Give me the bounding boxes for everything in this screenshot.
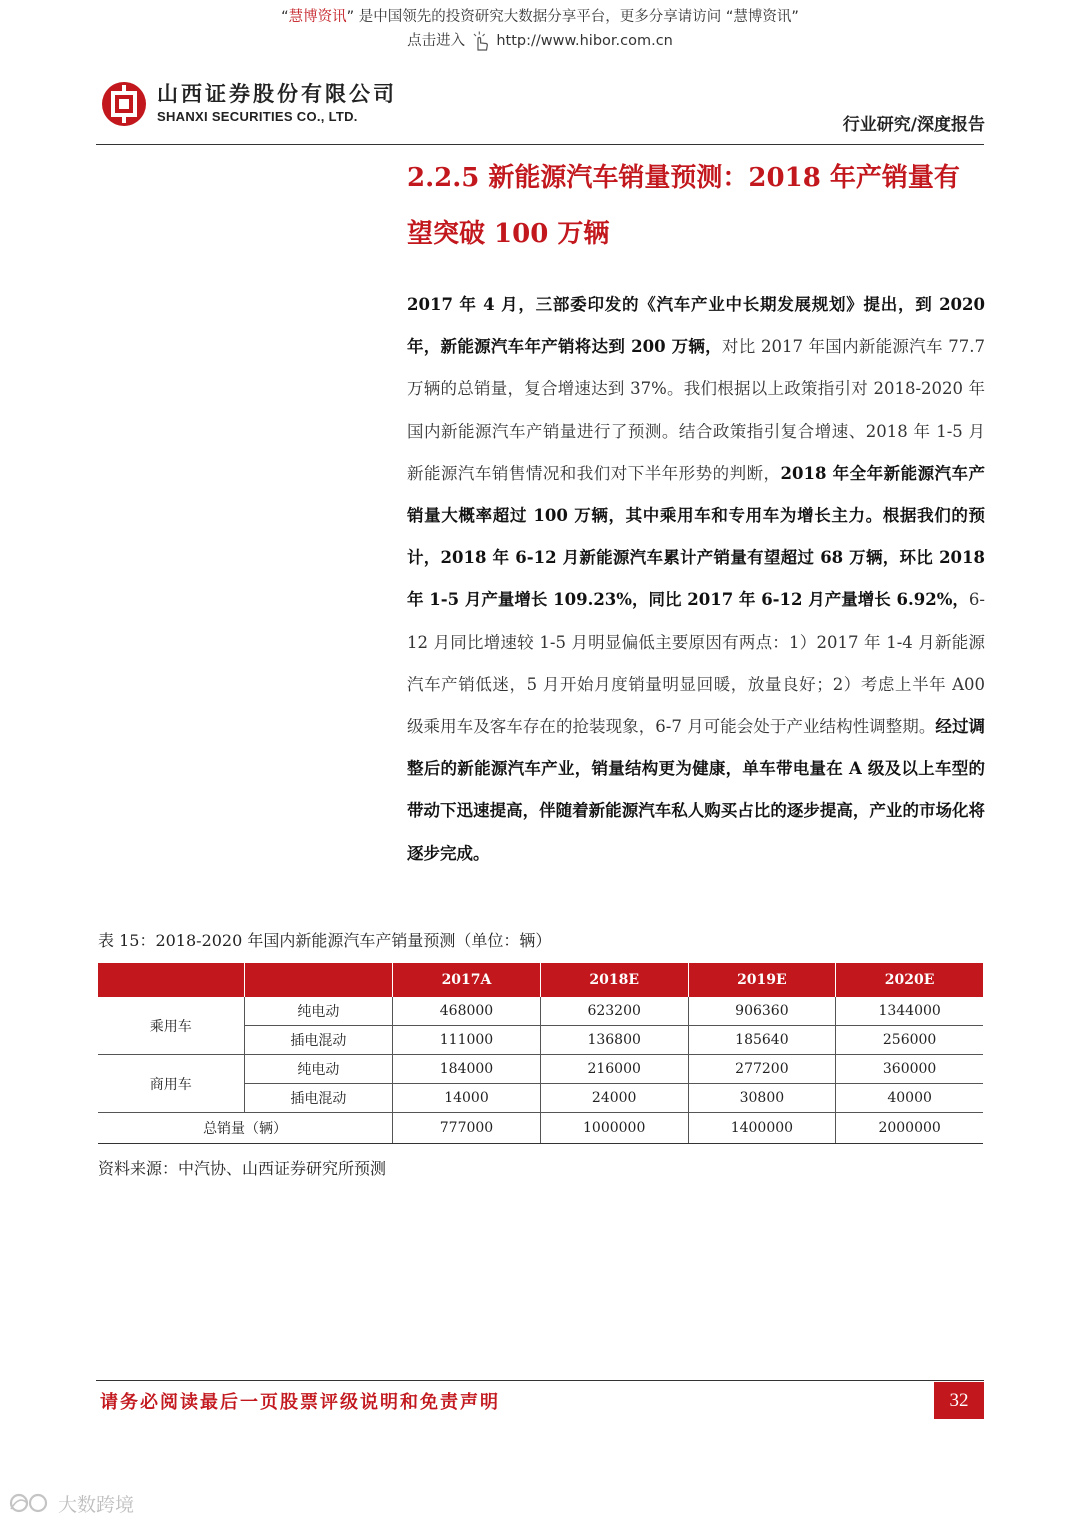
para-normal-1: 对比 2017 年国内新能源汽车 77.7 万辆的总销量，复合增速达到 37%。我们根据以上政策指引对 2018-2020 年国内新能源汽车产销量进行了预测。结合政策指引复合增速、2018 年 1-5 月新能源汽车销售情况和我们对下半年形势的判断， <box>407 337 985 483</box>
table-row <box>98 1055 983 1084</box>
total-value-cell: 2000000 <box>836 1113 983 1144</box>
table-source: 资料来源：中汽协、山西证券研究所预测 <box>98 1159 387 1178</box>
para-bold-2: 2018 年全年新能源汽车产销量大概率超过 100 万辆，其中乘用车和专用车为增长主力。根据我们的预计，2018 年 6-12 月新能源汽车累计产销量有望超过 68 万辆，环比 2018 年 1-5 月产量增长 109.23%，同比 2017 年 6-12 月产量增长 6.92%， <box>407 463 986 610</box>
table-row <box>98 997 983 1026</box>
value-cell: 136800 <box>540 1026 688 1055</box>
page-number: 32 <box>934 1382 984 1419</box>
value-cell: 256000 <box>836 1026 983 1055</box>
total-value-cell: 1000000 <box>540 1113 688 1144</box>
para-bold-1: 2017 年 4 月，三部委印发的《汽车产业中长期发展规划》提出，到 2020 年，新能源汽车年产销将达到 200 万辆， <box>407 295 985 357</box>
value-cell: 111000 <box>393 1026 541 1055</box>
banner-brand-2: “慧博资讯” <box>725 9 799 25</box>
value-cell: 184000 <box>393 1055 541 1084</box>
value-cell: 30800 <box>688 1084 836 1113</box>
value-cell: 906360 <box>688 997 836 1026</box>
value-cell: 185640 <box>688 1026 836 1055</box>
banner-brand: 慧博资讯 <box>288 9 347 25</box>
value-cell: 24000 <box>540 1084 688 1113</box>
header-empty-cell <box>244 963 393 997</box>
para-bold-3: 经过调整后的新能源汽车产业，销量结构更为健康，单车带电量在 A 级及以上车型的带动下迅速提高，伴随着新能源汽车私人购买占比的逐步提高，产业的市场化将逐步完成。 <box>407 717 985 863</box>
type-cell: 纯电动 <box>244 1055 393 1084</box>
banner-quote-close: ” <box>346 9 355 25</box>
value-cell: 277200 <box>688 1055 836 1084</box>
value-cell: 360000 <box>836 1055 983 1084</box>
total-label-cell: 总销量（辆） <box>98 1113 393 1144</box>
table-header-row <box>98 963 983 997</box>
forecast-table <box>98 963 983 1144</box>
value-cell: 216000 <box>540 1055 688 1084</box>
category-cell: 乘用车 <box>98 997 244 1055</box>
body-paragraph <box>407 284 985 875</box>
header-2019e: 2019E <box>688 963 836 997</box>
top-banner <box>0 6 1080 52</box>
value-cell: 468000 <box>393 997 541 1026</box>
para-normal-2: 6-12 月同比增速较 1-5 月明显偏低主要原因有两点：1）2017 年 1-4 月新能源汽车产销低迷，5 月开始月度销量明显回暖，放量良好；2）考虑上半年 A00 级乘用车及客车存在的抢装现象，6-7 月可能会处于产业结构性调整期。 <box>407 590 985 737</box>
category-cell: 商用车 <box>98 1055 244 1113</box>
company-name-en: SHANXI SECURITIES CO., LTD. <box>157 109 358 124</box>
watermark-text: 大数跨境 <box>58 1494 135 1516</box>
banner-url-link[interactable]: http://www.hibor.com.cn <box>496 33 673 49</box>
total-value-cell: 1400000 <box>688 1113 836 1144</box>
type-cell: 纯电动 <box>244 997 393 1026</box>
total-value-cell: 777000 <box>393 1113 541 1144</box>
footer-disclaimer: 请务必阅读最后一页股票评级说明和免责声明 <box>100 1392 500 1413</box>
value-cell: 40000 <box>836 1084 983 1113</box>
watermark-logo-icon <box>8 1492 52 1519</box>
header-divider <box>96 144 984 145</box>
banner-quote-open: “ <box>281 9 289 25</box>
pointer-hand-icon <box>470 30 492 52</box>
section-title: 2.2.5 新能源汽车销量预测：2018 年产销量有望突破 100 万辆 <box>407 163 960 249</box>
type-cell: 插电混动 <box>244 1084 393 1113</box>
value-cell: 623200 <box>540 997 688 1026</box>
header-2020e: 2020E <box>836 963 983 997</box>
header-2018e: 2018E <box>540 963 688 997</box>
report-type: 行业研究/深度报告 <box>842 115 985 135</box>
header-empty-cell <box>98 963 244 997</box>
type-cell: 插电混动 <box>244 1026 393 1055</box>
footer-divider <box>96 1380 984 1381</box>
company-name-cn: 山西证券股份有限公司 <box>157 82 397 106</box>
table-total-row <box>98 1113 983 1144</box>
banner-line <box>0 6 1080 28</box>
value-cell: 1344000 <box>836 997 983 1026</box>
click-enter-label: 点击进入 <box>407 33 466 49</box>
banner-link-line[interactable] <box>0 30 1080 52</box>
value-cell: 14000 <box>393 1084 541 1113</box>
company-logo-icon <box>100 80 148 128</box>
company-name <box>157 82 397 126</box>
table-caption: 表 15：2018-2020 年国内新能源汽车产销量预测（单位：辆） <box>98 931 552 950</box>
watermark <box>8 1490 134 1519</box>
header-2017a: 2017A <box>393 963 541 997</box>
banner-text: 是中国领先的投资研究大数据分享平台，更多分享请访问 <box>358 9 722 25</box>
